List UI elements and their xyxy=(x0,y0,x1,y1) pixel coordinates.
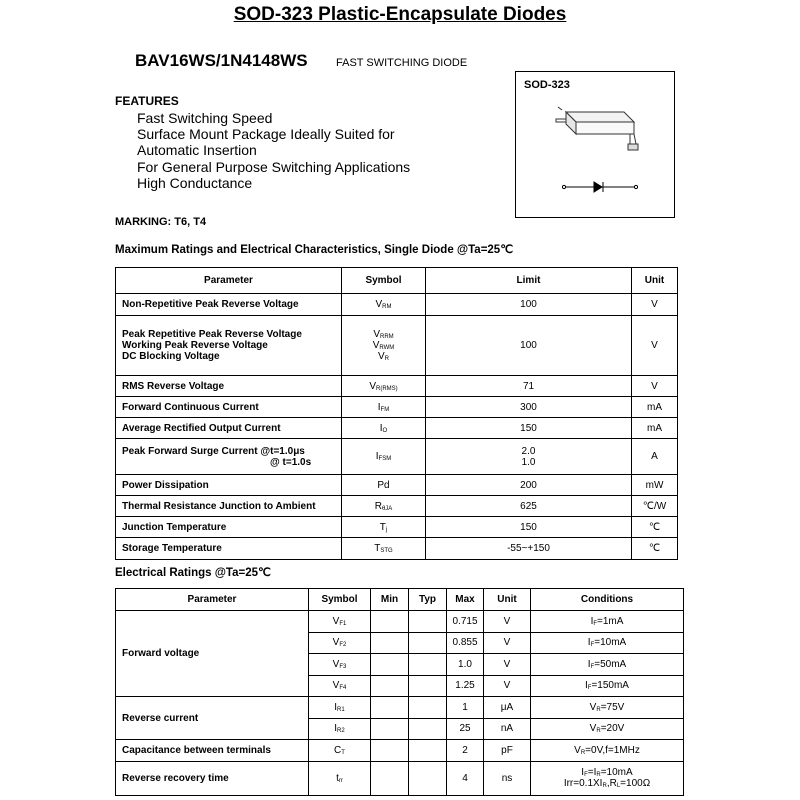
limit-cell xyxy=(426,294,632,316)
parameter-stack xyxy=(122,480,341,491)
parameter-text: Working Peak Reverse Voltage xyxy=(122,340,268,351)
table-row xyxy=(116,439,678,475)
symbol-subscript: F1 xyxy=(339,620,347,627)
unit-cell: V xyxy=(632,294,678,316)
condition-subscript: F xyxy=(584,772,588,778)
symbol-cell xyxy=(342,475,426,496)
parameter-stack xyxy=(122,522,341,533)
symbol-text: $V_{F2}$ xyxy=(332,637,347,649)
unit-cell: pF xyxy=(484,740,531,762)
unit-cell: ns xyxy=(484,761,531,795)
conditions-stack xyxy=(531,745,683,756)
conditions-cell xyxy=(531,697,684,719)
symbol-text: $V_{RM}$ xyxy=(375,299,392,310)
max-ratings-title: Maximum Ratings and Electrical Characteristics, Single Diode @Ta=25℃ xyxy=(115,244,514,256)
parameter-text: Non-Repetitive Peak Reverse Voltage xyxy=(122,299,299,310)
symbol-cell xyxy=(342,517,426,538)
parameter-stack xyxy=(122,299,341,310)
symbol-text: $V_{RRM}$ xyxy=(373,329,394,340)
symbol-subscript: F2 xyxy=(339,642,347,649)
parameter-stack xyxy=(122,501,341,512)
parameter-stack xyxy=(122,329,341,362)
table-row xyxy=(116,496,678,517)
symbol-text: $V_{R(RMS)}$ xyxy=(369,380,398,392)
limit-cell xyxy=(426,475,632,496)
condition-text: $I_F=I_R=10mA$ xyxy=(581,767,633,778)
feature-item: High Conductance xyxy=(137,174,253,191)
limit-stack xyxy=(426,480,631,491)
symbol-cell xyxy=(342,316,426,376)
conditions-cell xyxy=(531,761,684,795)
max-cell: 1 xyxy=(447,697,484,719)
limit-value: -55~+150 xyxy=(507,543,550,554)
symbol-subscript: R(RMS) xyxy=(376,385,398,392)
symbol-text: $R_{\theta JA}$ xyxy=(374,500,393,512)
parameter-cell xyxy=(116,316,342,376)
condition-subscript: R xyxy=(580,749,586,756)
parameter-stack xyxy=(122,423,341,434)
parameter-text: Power Dissipation xyxy=(122,479,209,491)
limit-value: 200 xyxy=(520,479,537,491)
unit-cell: μA xyxy=(484,697,531,719)
min-cell xyxy=(371,611,409,633)
limit-stack xyxy=(426,543,631,554)
max-cell: 1.25 xyxy=(447,675,484,697)
table-row xyxy=(116,761,684,795)
conditions-stack xyxy=(531,680,683,691)
limit-value: 300 xyxy=(520,401,537,413)
condition-subscript: R xyxy=(596,728,601,735)
typ-cell xyxy=(409,632,447,654)
conditions-cell xyxy=(531,611,684,633)
symbol-cell xyxy=(342,397,426,418)
limit-value: 2.0 xyxy=(521,445,536,457)
symbol-text: $V_R$ xyxy=(377,351,389,362)
symbol-cell xyxy=(309,740,371,762)
symbol-cell xyxy=(309,697,371,719)
parameter-cell xyxy=(116,418,342,439)
parameter-text: Peak Forward Surge Current @t=1.0μs xyxy=(122,445,305,457)
parameter-cell xyxy=(116,397,342,418)
unit-cell: V xyxy=(484,675,531,697)
unit-cell: A xyxy=(632,439,678,475)
max-cell: 0.715 xyxy=(447,611,484,633)
limit-value: 150 xyxy=(520,422,537,434)
elec-ratings-table xyxy=(115,588,684,796)
unit-cell: V xyxy=(632,316,678,376)
header-symbol: Symbol xyxy=(342,268,426,294)
symbol-subscript: RWM xyxy=(379,345,395,351)
header-symbol: Symbol xyxy=(309,589,371,611)
header-unit: Unit xyxy=(632,268,678,294)
condition-text: $Irr=0.1XI_R,R_L=100\Omega$ xyxy=(563,778,651,789)
parameter-cell xyxy=(116,475,342,496)
marking-text: MARKING: T6, T4 xyxy=(115,216,207,228)
symbol-stack xyxy=(342,329,425,362)
header-min: Min xyxy=(371,589,409,611)
symbol-subscript: STG xyxy=(380,548,393,554)
limit-value: 100 xyxy=(520,299,537,310)
parameter-cell: Capacitance between terminals xyxy=(116,740,309,762)
limit-cell xyxy=(426,418,632,439)
conditions-cell xyxy=(531,718,684,740)
parameter-text: Junction Temperature xyxy=(122,521,227,533)
symbol-subscript: rr xyxy=(338,777,343,784)
symbol-text: $I_{R2}$ xyxy=(334,723,345,735)
unit-cell: V xyxy=(484,632,531,654)
symbol-cell xyxy=(342,294,426,316)
parameter-text: Peak Repetitive Peak Reverse Voltage xyxy=(122,329,302,340)
max-cell: 4 xyxy=(447,761,484,795)
symbol-text: $t_{rr}$ xyxy=(336,772,343,784)
symbol-text: $T_j$ xyxy=(379,521,388,533)
condition-text: $I_F=50mA$ xyxy=(587,658,627,670)
parameter-cell xyxy=(116,538,342,560)
features-heading: FEATURES xyxy=(115,94,179,108)
package-label: SOD-323 xyxy=(524,79,570,91)
typ-cell xyxy=(409,611,447,633)
feature-item: Fast Switching Speed xyxy=(137,110,273,126)
table-row xyxy=(116,316,678,376)
min-cell xyxy=(371,675,409,697)
package-outline-icon xyxy=(556,107,638,150)
condition-text: $V_R=75V$ xyxy=(589,701,625,713)
limit-stack xyxy=(426,501,631,512)
limit-cell xyxy=(426,376,632,397)
limit-stack xyxy=(426,446,631,468)
min-cell xyxy=(371,718,409,740)
symbol-subscript: j xyxy=(385,526,388,533)
symbol-subscript: F4 xyxy=(339,685,347,692)
limit-cell xyxy=(426,439,632,475)
symbol-subscript: T xyxy=(341,749,345,756)
max-cell: 2 xyxy=(447,740,484,762)
limit-stack xyxy=(426,423,631,434)
parameter-text: RMS Reverse Voltage xyxy=(122,380,225,392)
unit-cell: nA xyxy=(484,718,531,740)
condition-subscript: F xyxy=(590,642,595,649)
min-cell xyxy=(371,697,409,719)
parameter-stack xyxy=(122,543,341,554)
parameter-cell: Forward voltage xyxy=(116,611,309,697)
limit-cell xyxy=(426,517,632,538)
symbol-text: $V_{F4}$ xyxy=(332,680,347,692)
conditions-stack xyxy=(531,723,683,734)
max-ratings-table xyxy=(115,267,678,560)
header-limit: Limit xyxy=(426,268,632,294)
symbol-cell xyxy=(342,376,426,397)
typ-cell xyxy=(409,740,447,762)
condition-text: $I_F=10mA$ xyxy=(587,637,627,649)
symbol-stack xyxy=(342,423,425,434)
limit-stack xyxy=(426,381,631,392)
condition-subscript: F xyxy=(590,663,595,670)
header-conditions: Conditions xyxy=(531,589,684,611)
unit-cell: mW xyxy=(632,475,678,496)
symbol-subscript: R xyxy=(384,356,389,362)
symbol-cell xyxy=(309,761,371,795)
typ-cell xyxy=(409,718,447,740)
header-typ: Typ xyxy=(409,589,447,611)
unit-cell: mA xyxy=(632,418,678,439)
part-description: FAST SWITCHING DIODE xyxy=(336,57,468,69)
symbol-stack xyxy=(342,381,425,392)
header-max: Max xyxy=(447,589,484,611)
conditions-stack xyxy=(531,616,683,627)
parameter-stack xyxy=(122,402,341,413)
limit-stack xyxy=(426,522,631,533)
unit-cell: mA xyxy=(632,397,678,418)
conditions-cell xyxy=(531,675,684,697)
symbol-cell xyxy=(309,675,371,697)
symbol-text: $T_{STG}$ xyxy=(374,543,393,554)
symbol-stack xyxy=(342,501,425,512)
parameter-cell xyxy=(116,517,342,538)
condition-subscript: R xyxy=(596,772,601,778)
typ-cell xyxy=(409,697,447,719)
symbol-cell xyxy=(342,418,426,439)
parameter-text: Forward Continuous Current xyxy=(122,401,259,413)
conditions-stack xyxy=(531,637,683,648)
symbol-text: $I_O$ xyxy=(379,422,388,434)
symbol-text: $V_{F3}$ xyxy=(332,658,347,670)
symbol-text: $I_{FSM}$ xyxy=(375,451,392,462)
condition-subscript: L xyxy=(616,783,621,789)
min-cell xyxy=(371,654,409,676)
limit-value: 100 xyxy=(520,340,537,351)
package-box xyxy=(515,71,675,218)
symbol-text: $I_{R1}$ xyxy=(334,701,345,713)
elec-ratings-title: Electrical Ratings @Ta=25℃ xyxy=(115,567,271,579)
diode-symbol-icon xyxy=(562,182,637,192)
parameter-cell xyxy=(116,439,342,475)
package-drawing xyxy=(516,72,674,217)
symbol-text: $V_{RWM}$ xyxy=(372,340,395,351)
unit-cell: ℃/W xyxy=(632,496,678,517)
unit-cell: V xyxy=(484,611,531,633)
typ-cell xyxy=(409,654,447,676)
max-cell: 25 xyxy=(447,718,484,740)
limit-value: 150 xyxy=(520,521,537,533)
min-cell xyxy=(371,761,409,795)
feature-item: Surface Mount Package Ideally Suited for xyxy=(137,126,395,143)
parameter-cell xyxy=(116,376,342,397)
symbol-cell xyxy=(342,538,426,560)
table-row xyxy=(116,538,678,560)
limit-cell xyxy=(426,316,632,376)
symbol-stack xyxy=(342,480,425,491)
unit-cell: V xyxy=(632,376,678,397)
condition-text: $V_R=0V,f=1MHz$ xyxy=(574,744,640,756)
limit-value: 625 xyxy=(520,500,537,512)
table-row xyxy=(116,418,678,439)
table-row xyxy=(116,475,678,496)
document-title: SOD-323 Plastic-Encapsulate Diodes xyxy=(233,4,567,25)
symbol-stack xyxy=(342,543,425,554)
limit-stack xyxy=(426,402,631,413)
condition-subscript: F xyxy=(587,685,592,692)
symbol-cell xyxy=(309,632,371,654)
parameter-text: Storage Temperature xyxy=(122,543,222,554)
symbol-subscript: O xyxy=(382,427,388,434)
condition-text: $I_F=150mA$ xyxy=(585,680,629,692)
table-row xyxy=(116,376,678,397)
part-number: BAV16WS/1N4148WS xyxy=(135,51,308,70)
limit-cell xyxy=(426,538,632,560)
conditions-stack xyxy=(531,767,683,789)
symbol-subscript: R2 xyxy=(337,728,345,735)
table-row xyxy=(116,611,684,633)
limit-cell xyxy=(426,496,632,517)
limit-stack xyxy=(426,340,631,351)
parameter-cell: Reverse recovery time xyxy=(116,761,309,795)
symbol-cell xyxy=(309,718,371,740)
symbol-cell xyxy=(342,439,426,475)
symbol-text: $I_{FM}$ xyxy=(377,401,390,413)
min-cell xyxy=(371,740,409,762)
condition-subscript: R xyxy=(602,783,607,789)
max-cell: 0.855 xyxy=(447,632,484,654)
parameter-text: Average Rectified Output Current xyxy=(122,422,281,434)
table-row xyxy=(116,740,684,762)
limit-stack xyxy=(426,299,631,310)
unit-cell: V xyxy=(484,654,531,676)
symbol-text: Pd xyxy=(377,479,390,491)
conditions-stack xyxy=(531,659,683,670)
table-row xyxy=(116,294,678,316)
symbol-text: $C_T$ xyxy=(334,744,345,756)
symbol-stack xyxy=(342,451,425,462)
parameter-cell xyxy=(116,496,342,517)
header-unit: Unit xyxy=(484,589,531,611)
symbol-stack xyxy=(342,299,425,310)
feature-item: Automatic Insertion xyxy=(137,142,257,159)
symbol-cell xyxy=(342,496,426,517)
typ-cell xyxy=(409,761,447,795)
parameter-stack xyxy=(122,381,341,392)
parameter-cell: Reverse current xyxy=(116,697,309,740)
parameter-text: Thermal Resistance Junction to Ambient xyxy=(122,500,316,512)
symbol-cell xyxy=(309,654,371,676)
symbol-text: $V_{F1}$ xyxy=(332,615,347,627)
symbol-subscript: RM xyxy=(382,304,392,310)
feature-item: For General Purpose Switching Applications xyxy=(137,158,411,175)
parameter-text: DC Blocking Voltage xyxy=(122,351,220,362)
table-row xyxy=(116,397,678,418)
symbol-subscript: θJA xyxy=(381,505,393,512)
symbol-subscript: RRM xyxy=(380,334,394,340)
conditions-stack xyxy=(531,702,683,713)
symbol-subscript: FSM xyxy=(378,456,392,462)
conditions-cell xyxy=(531,740,684,762)
parameter-stack xyxy=(122,446,341,468)
symbol-stack xyxy=(342,522,425,533)
header-parameter: Parameter xyxy=(116,589,309,611)
limit-value: 1.0 xyxy=(521,456,536,468)
table-row xyxy=(116,517,678,538)
symbol-stack xyxy=(342,402,425,413)
parameter-cell xyxy=(116,294,342,316)
condition-subscript: R xyxy=(596,706,601,713)
symbol-subscript: R1 xyxy=(337,706,345,713)
table-row xyxy=(116,697,684,719)
header-parameter: Parameter xyxy=(116,268,342,294)
unit-cell: ℃ xyxy=(632,538,678,560)
conditions-cell xyxy=(531,632,684,654)
max-cell: 1.0 xyxy=(447,654,484,676)
min-cell xyxy=(371,632,409,654)
condition-subscript: F xyxy=(593,620,598,627)
features-list xyxy=(137,110,410,191)
conditions-cell xyxy=(531,654,684,676)
condition-text: $V_R=20V$ xyxy=(589,723,625,735)
unit-cell: ℃ xyxy=(632,517,678,538)
parameter-text: @ t=1.0s xyxy=(270,456,312,468)
typ-cell xyxy=(409,675,447,697)
limit-cell xyxy=(426,397,632,418)
symbol-subscript: F3 xyxy=(339,663,347,670)
limit-value: 71 xyxy=(522,380,535,392)
symbol-subscript: FM xyxy=(380,406,390,413)
symbol-cell xyxy=(309,611,371,633)
condition-text: $I_F=1mA$ xyxy=(590,615,624,627)
